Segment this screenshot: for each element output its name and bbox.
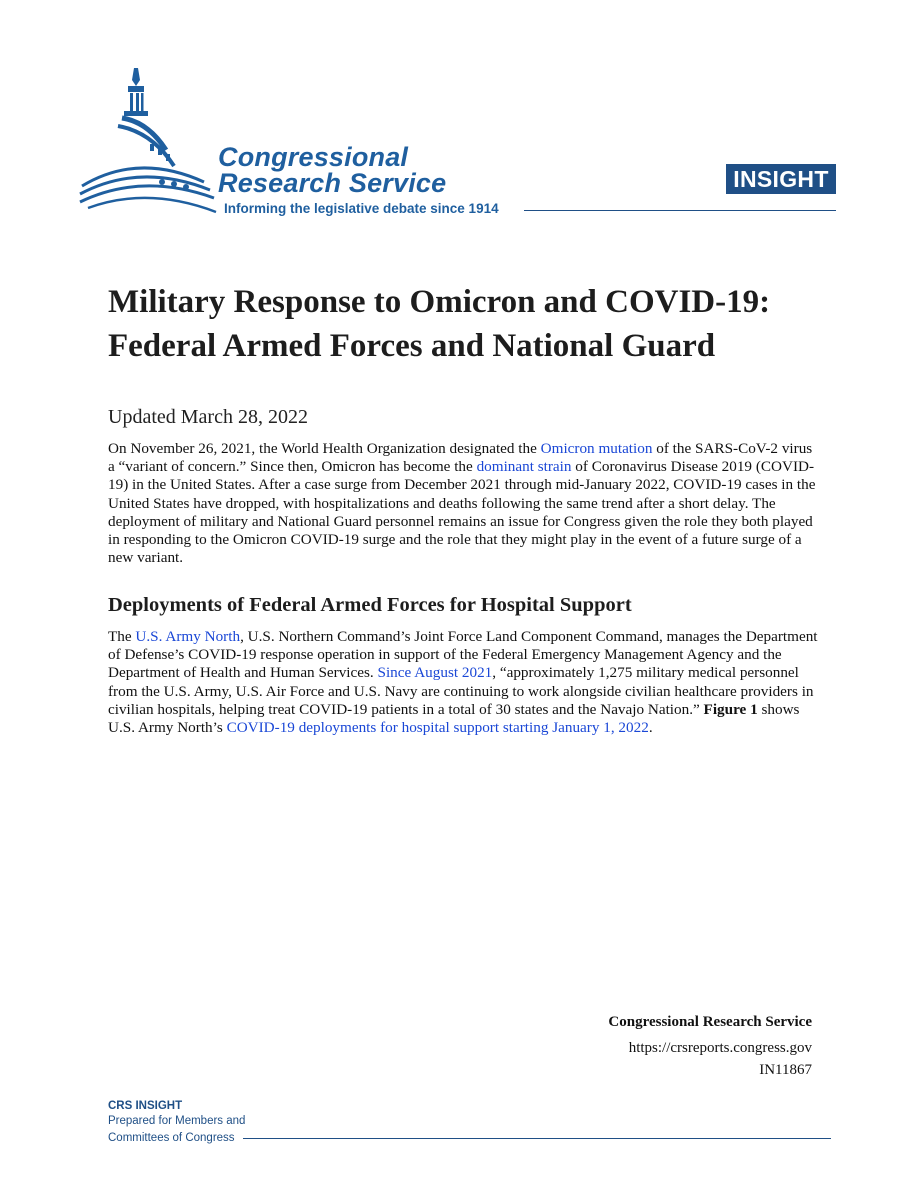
covid-deployments-link[interactable]: COVID-19 deployments for hospital support starting January 1, 2022: [226, 719, 649, 737]
report-id: IN11867: [759, 1062, 812, 1078]
org-name-line1: Congressional: [218, 142, 409, 172]
since-august-link[interactable]: Since August 2021: [377, 664, 493, 682]
org-name-line2: Research Service: [218, 168, 447, 198]
figure-reference: Figure 1: [703, 700, 758, 718]
section-text-1: The: [108, 628, 136, 645]
section-text-3: , “approximately 1,275 military medical personnel from the U.S. Army, U.S. Air Force and U.S. Navy are continuing to work alongside civilian healthcare providers in civilian hospitals, helping treat COVID-19 patients in a total of 30 states and the Navajo Nation.”: [108, 664, 814, 718]
footer-crs-insight-label: CRS INSIGHT: [108, 1100, 183, 1112]
footer-prepared-line1: Prepared for Members and: [108, 1115, 246, 1127]
insight-badge: INSIGHT: [726, 164, 836, 194]
section-text-4: shows U.S. Army North’s: [108, 700, 800, 737]
omicron-mutation-link[interactable]: Omicron mutation: [540, 440, 653, 457]
capitol-dome-logo-icon: [78, 66, 223, 216]
section-paragraph: [108, 628, 818, 737]
masthead-divider: [524, 210, 836, 211]
footer-org-name: Congressional Research Service: [608, 1014, 812, 1030]
intro-text-3: of Coronavirus Disease 2019 (COVID-19) in the United States. After a case surge from December 2021 through mid-January 2022, COVID-19 cases in the United States have dropped, with hospitalizations and deaths following the same trend after a short delay. The deployment of military and National Guard personnel remains an issue for Congress given the role they both played in responding to the Omicron COVID-19 surge and the role that they might play in the event of a future surge of a new variant.: [108, 458, 816, 567]
intro-text-2: of the SARS-CoV-2 virus a “variant of concern.” Since then, Omicron has become the: [108, 440, 813, 476]
org-tagline: Informing the legislative debate since 1914: [224, 201, 499, 216]
section-text-2: , U.S. Northern Command’s Joint Force Land Component Command, manages the Department of Defense’s COVID-19 response operation in support of the Federal Emergency Management Agency and the Department of Health and Human Services.: [108, 628, 818, 682]
intro-paragraph: [108, 440, 818, 567]
section-heading: Deployments of Federal Armed Forces for Hospital Support: [108, 594, 632, 616]
section-text-5: .: [648, 719, 653, 737]
dominant-strain-link[interactable]: dominant strain: [476, 458, 572, 476]
intro-text-1: On November 26, 2021, the World Health Organization designated the: [108, 440, 541, 457]
footer-url[interactable]: https://crsreports.congress.gov: [628, 1040, 812, 1056]
army-north-link[interactable]: U.S. Army North: [135, 628, 241, 645]
updated-date: Updated March 28, 2022: [108, 406, 308, 428]
footer-divider: [243, 1138, 831, 1139]
footer-prepared-line2: Committees of Congress: [108, 1132, 235, 1144]
document-title: Military Response to Omicron and COVID-19: Federal Armed Forces and National Guard: [108, 284, 771, 364]
